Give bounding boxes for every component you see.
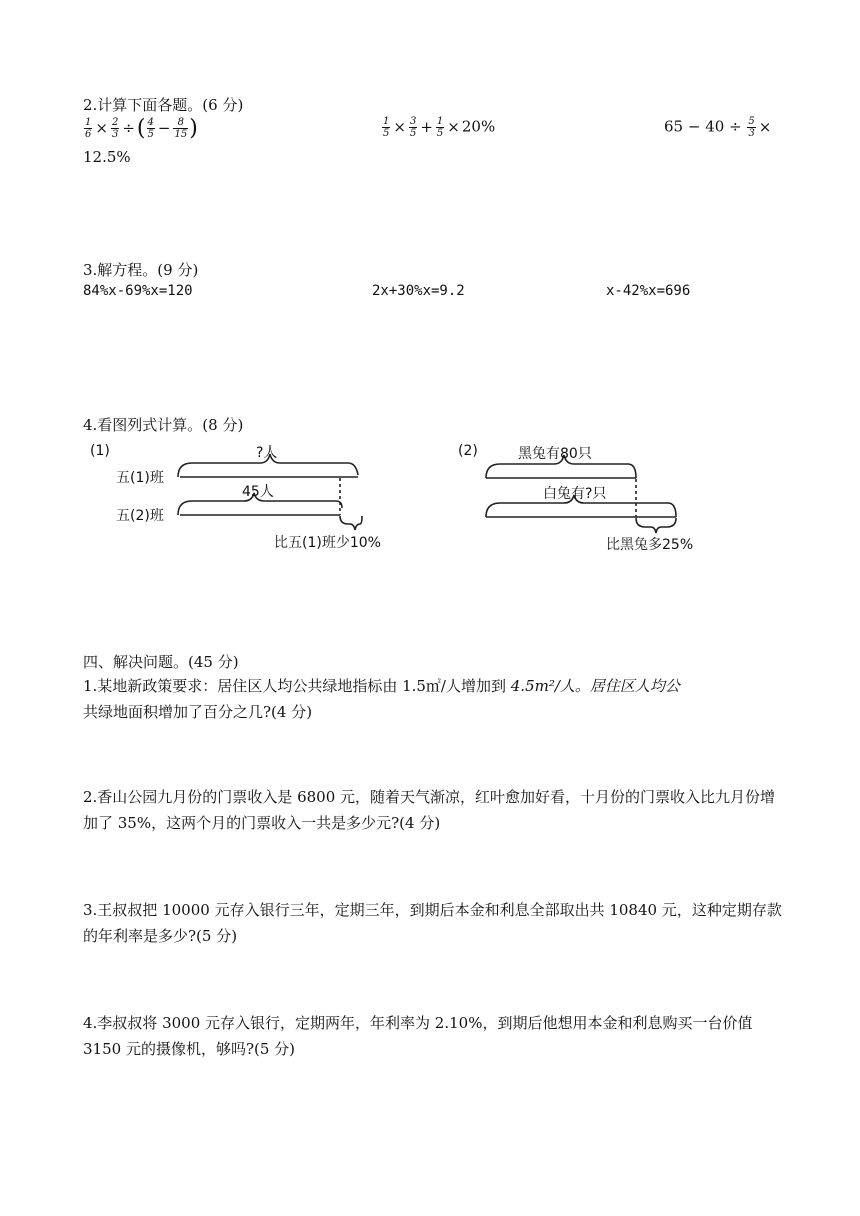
fig2-mid-label: 白兔有?只 [543, 486, 607, 502]
equation-3: x-42%x=696 [606, 283, 691, 299]
fig2-top-label: 黑兔有80只 [518, 446, 592, 462]
expression-3-continued: 12.5% [83, 148, 131, 166]
fig1-row1-label: 五(1)班 [116, 470, 164, 486]
question-2: 2.香山公园九月份的门票收入是 6800 元，随着天气渐凉，红叶愈加好看，十月份的门票收入比九月份增加了 35%，这两个月的门票收入一共是多少元?(4 分) [83, 788, 776, 832]
fig1-number: (1) [90, 443, 110, 459]
fig2-number: (2) [458, 443, 478, 459]
equation-2: 2x+30%x=9.2 [372, 283, 465, 299]
fig2-small-brace [636, 518, 676, 533]
equation-1: 84%x-69%x=120 [83, 283, 193, 299]
fraction: $\frac{1}{5}$ [436, 116, 444, 139]
expression-3: 65 − 40 ÷ $\frac{5}{3}$ × [664, 116, 772, 139]
section4-heading: 4.看图列式计算。(8 分) [83, 416, 244, 434]
fig2-note: 比黑兔多25% [606, 537, 694, 553]
fraction: $\frac{3}{5}$ [409, 116, 417, 139]
fraction: $\frac{1}{5}$ [383, 116, 390, 139]
fig1-top-label: ?人 [256, 445, 278, 461]
expression-1: $\frac{1}{6}$ × $\frac{2}{3}$ ÷( $\frac{4}{5}$ − $\frac{8}{15}$ ) [85, 116, 198, 141]
fig1-note: 比五(1)班少10% [274, 535, 381, 551]
fig1-row2-label: 五(2)班 [116, 508, 164, 524]
fraction: $\frac{5}{3}$ [748, 116, 755, 139]
part4-heading: 四、解决问题。(45 分) [83, 653, 239, 671]
question-1: 1.某地新政策要求：居住区人均公共绿地指标由 1.5㎡/人增加到 4.5m²/人。居住区人均公 共绿地面积增加了百分之几?(4 分) [83, 677, 680, 721]
section2-heading: 2.计算下面各题。(6 分) [83, 96, 244, 114]
fraction: $\frac{1}{6}$ [85, 117, 92, 140]
section3-heading: 3.解方程。(9 分) [83, 261, 199, 279]
expression-2: $\frac{1}{5}$ × $\frac{3}{5}$ + $\frac{1}{5}$ × 20% [383, 116, 496, 139]
question-4: 4.李叔叔将 3000 元存入银行，定期两年，年利率为 2.10%，到期后他想用本金和利息购买一台价值 3150 元的摄像机，够吗?(5 分) [83, 1014, 753, 1058]
fig1-small-brace [340, 516, 362, 530]
fig1-mid-label: 45人 [242, 484, 274, 500]
fraction: $\frac{2}{3}$ [111, 117, 119, 140]
fraction: $\frac{8}{15}$ [174, 117, 188, 140]
question-3: 3.王叔叔把 10000 元存入银行三年，定期三年，到期后本金和利息全部取出共 10840 元，这种定期存款的年利率是多少?(5 分) [83, 901, 782, 945]
fraction: $\frac{4}{5}$ [147, 117, 154, 140]
